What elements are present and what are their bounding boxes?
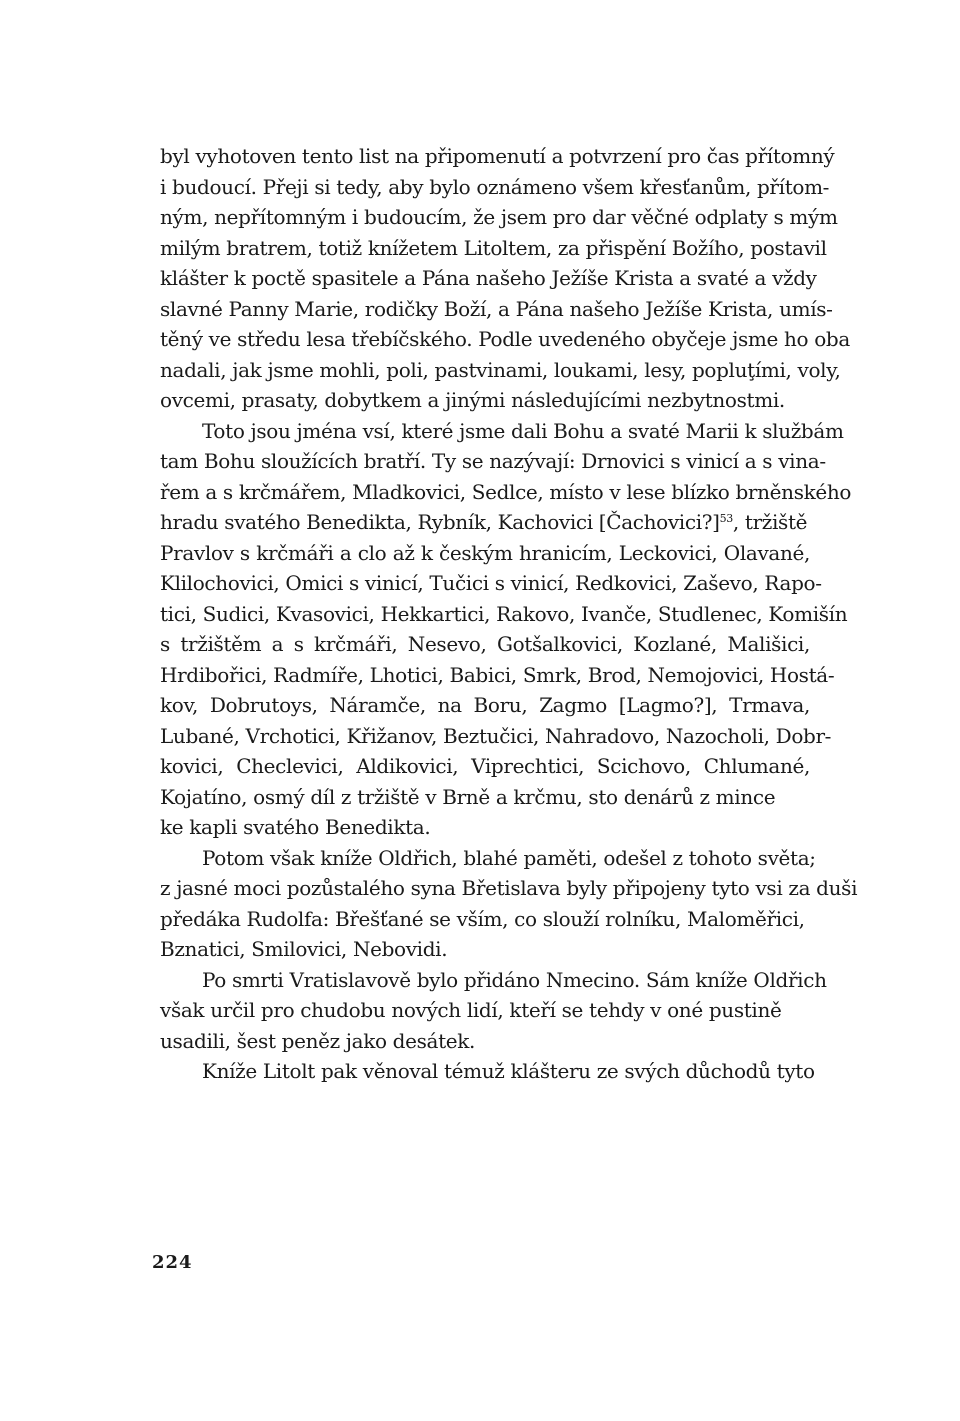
body-text bbox=[160, 141, 858, 1087]
text-line: však určil pro chudobu nových lidí, kteří se tehdy v oné pustině bbox=[160, 998, 782, 1022]
text-line: byl vyhotoven tento list na připomenutí a potvrzení pro čas přítomný bbox=[160, 144, 835, 168]
text-line: nadali, jak jsme mohli, poli, pastvinami, loukami, lesy, popluţími, voly, bbox=[160, 357, 841, 382]
paragraph bbox=[160, 416, 852, 843]
text-line: předáka Rudolfa: Břešťané se vším, co slouží rolníku, Maloměřici, bbox=[160, 906, 805, 931]
text-line: i budoucí. Přeji si tedy, aby bylo oznámeno všem křesťanům, přítom- bbox=[160, 174, 830, 199]
text-line: kovici, Checlevici, Aldikovici, Viprechtici, Scichovo, Chlumané, bbox=[160, 754, 810, 778]
text-line-with-footnote bbox=[160, 507, 810, 538]
text-line: Bznatici, Smilovici, Nebovidi. bbox=[160, 937, 448, 961]
text-line: s tržištěm a s krčmáři, Nesevo, Gotšalkovici, Kozlané, Mališici, bbox=[160, 632, 810, 656]
text-line: usadili, šest peněz jako desátek. bbox=[160, 1028, 476, 1053]
text-line: ke kapli svatého Benedikta. bbox=[160, 815, 431, 839]
text-segment: , tržiště bbox=[732, 510, 808, 534]
paragraph bbox=[160, 141, 850, 416]
footnote-marker: 53 bbox=[719, 512, 733, 525]
text-line: Kojatíno, osmý díl z tržiště v Brně a krčmu, sto denárů z mince bbox=[160, 784, 776, 809]
paragraph bbox=[160, 965, 827, 1057]
text-line: Toto jsou jména vsí, které jsme dali Bohu a svaté Marii k službám bbox=[202, 418, 844, 443]
text-line: z jasné moci pozůstalého syna Břetislava byly připojeny tyto vsi za duši bbox=[160, 876, 858, 900]
text-line: těný ve středu lesa třebíčského. Podle uvedeného obyčeje jsme ho oba bbox=[160, 327, 850, 351]
text-line: Pravlov s krčmáři a clo až k českým hranicím, Leckovici, Olavané, bbox=[160, 540, 810, 565]
text-line: Lubané, Vrchotici, Křižanov, Beztučici, Nahradovo, Nazocholi, Dobr- bbox=[160, 723, 832, 748]
text-line: klášter k poctě spasitele a Pána našeho Ježíše Krista a svaté a vždy bbox=[160, 266, 817, 290]
text-line: slavné Panny Marie, rodičky Boží, a Pána našeho Ježíše Krista, umís- bbox=[160, 296, 833, 321]
text-line: ným, nepřítomným i budoucím, že jsem pro dar věčné odplaty s mým bbox=[160, 205, 838, 229]
paragraph bbox=[160, 1056, 815, 1087]
text-line: Kníže Litolt pak věnoval témuž klášteru ze svých důchodů tyto bbox=[202, 1059, 815, 1083]
text-line: kov, Dobrutoys, Náramče, na Boru, Zagmo [Lagmo?], Trmava, bbox=[160, 693, 810, 717]
text-line: ovcemi, prasaty, dobytkem a jinými následujícími nezbytnostmi. bbox=[160, 388, 785, 412]
text-line: tici, Sudici, Kvasovici, Hekkartici, Rakovo, Ivanče, Studlenec, Komišín bbox=[160, 601, 848, 626]
paragraph bbox=[160, 843, 858, 965]
text-line: milým bratrem, totiž knížetem Litoltem, za přispění Božího, postavil bbox=[160, 235, 827, 260]
text-line: Klilochovici, Omici s vinicí, Tučici s vinicí, Redkovici, Zaševo, Rapo- bbox=[160, 571, 822, 595]
text-line: tam Bohu sloužících bratří. Ty se nazývají: Drnovici s vinicí a s vina- bbox=[160, 449, 826, 473]
page-number: 224 bbox=[152, 1252, 193, 1273]
text-line: Hrdibořici, Radmíře, Lhotici, Babici, Smrk, Brod, Nemojovici, Hostá- bbox=[160, 662, 835, 687]
text-line: Po smrti Vratislavově bylo přidáno Nmecino. Sám kníže Oldřich bbox=[202, 967, 827, 992]
text-line: Potom však kníže Oldřich, blahé paměti, odešel z tohoto světa; bbox=[202, 845, 816, 870]
text-line: řem a s krčmářem, Mladkovici, Sedlce, místo v lese blízko brněnského bbox=[160, 479, 852, 504]
text-segment: hradu svatého Benedikta, Rybník, Kachovici [Čachovici?] bbox=[160, 510, 720, 534]
